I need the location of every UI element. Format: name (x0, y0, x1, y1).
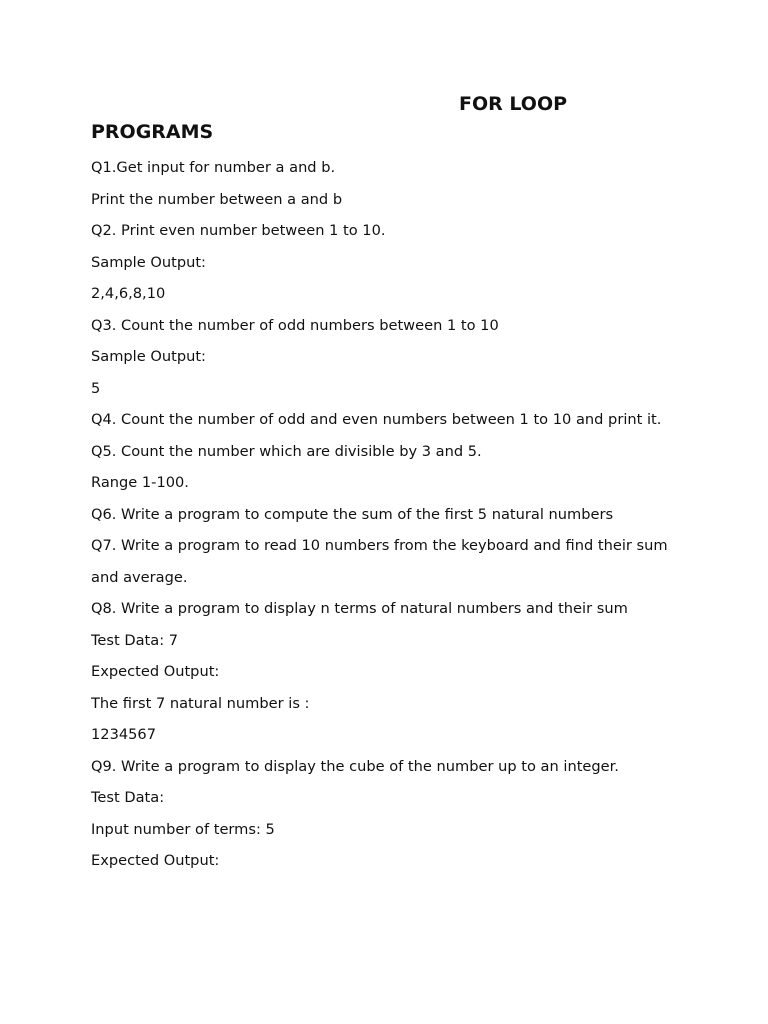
q7-continuation: and average. (91, 568, 188, 586)
q8-expected-line: The first 7 natural number is : (91, 694, 310, 712)
q6-text: Q6. Write a program to compute the sum of the first 5 natural numbers (91, 505, 614, 523)
q8-expected-values: 1234567 (91, 726, 156, 743)
q8-text: Q8. Write a program to display n terms of natural numbers and their sum (91, 600, 628, 617)
document-title-line-1: FOR LOOP (459, 93, 568, 115)
q8-expected-label: Expected Output: (91, 663, 220, 680)
q9-input-terms: Input number of terms: 5 (91, 820, 275, 838)
q2-sample-label: Sample Output: (91, 253, 206, 271)
q2-text: Q2. Print even number between 1 to 10. (91, 222, 386, 239)
q7-text: Q7. Write a program to read 10 numbers from the keyboard and find their sum (91, 537, 668, 554)
q8-test-data: Test Data: 7 (91, 631, 179, 649)
q1-detail: Print the number between a and b (91, 190, 343, 208)
q9-expected-label: Expected Output: (91, 852, 220, 869)
q3-text: Q3. Count the number of odd numbers between 1 to 10 (91, 316, 499, 334)
q2-sample-output: 2,4,6,8,10 (91, 285, 166, 302)
document-body (91, 157, 671, 882)
q5-text: Q5. Count the number which are divisible by 3 and 5. (91, 442, 482, 460)
q5-range: Range 1-100. (91, 474, 189, 491)
q4-text: Q4. Count the number of odd and even numbers between 1 to 10 and print it. (91, 411, 662, 428)
q1-text: Q1.Get input for number a and b. (91, 159, 336, 176)
q9-text: Q9. Write a program to display the cube of the number up to an integer. (91, 757, 619, 775)
q3-sample-output: 5 (91, 379, 101, 397)
q3-sample-label: Sample Output: (91, 348, 206, 365)
q9-test-data-label: Test Data: (91, 789, 165, 806)
document-title-line-2: PROGRAMS (91, 121, 214, 143)
